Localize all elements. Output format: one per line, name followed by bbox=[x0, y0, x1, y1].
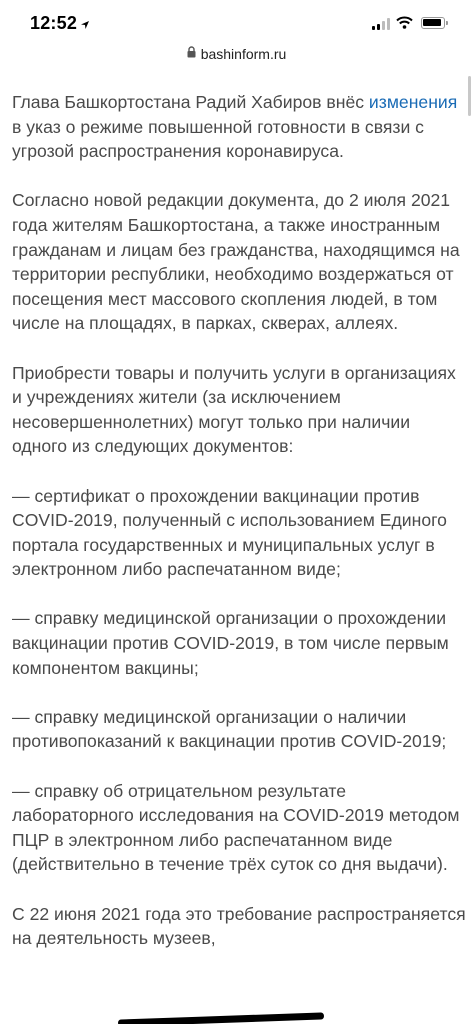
paragraph-intro: Глава Башкортостана Радий Хабиров внёс изменения в указ о режиме повышенной готовности в связи с угрозой распространения коронавируса. bbox=[12, 92, 458, 162]
changes-link[interactable]: изменения bbox=[368, 92, 458, 112]
paragraph-documents: Приобрести товары и получить услуги в организациях и учреждениях жители (за исключением несовершеннолетних) могут только при наличии одного из следующих документов: bbox=[12, 362, 456, 457]
list-item-vaccination-note: — справку медицинской организации о прохождении вакцинации против COVID-2019, в том числе первым компонентом вакцины; bbox=[12, 608, 449, 678]
list-item-pcr-test: — справку об отрицательном результате лабораторного исследования на COVID-2019 методом ПЦР в электронном либо распечатанном виде (действительно в течение трёх суток со дня выдачи). bbox=[12, 780, 460, 875]
paragraph-restrictions: Согласно новой редакции документа, до 2 июля 2021 года жителям Башкортостана, а также иностранным гражданам и лицам без гражданства, находящимся на территории республики, необходимо воздержаться от посещения мест массового скопления людей, в том числе на площадях, в парках, скверах, аллеях. bbox=[12, 190, 460, 334]
list-item-certificate: — сертификат о прохождении вакцинации против COVID-2019, полученный с использованием Единого портала государственных и муниципальных услуг в электронном либо распечатанном виде; bbox=[12, 485, 447, 580]
location-arrow-icon bbox=[80, 17, 90, 35]
address-bar[interactable] bbox=[0, 42, 473, 72]
list-item-contraindications: — справку медицинской организации о наличии противопоказаний к вакцинации против COVID-2019; bbox=[12, 706, 447, 752]
lock-icon bbox=[187, 45, 196, 63]
status-bar bbox=[0, 0, 473, 42]
paragraph-june-22: С 22 июня 2021 года это требование распространяется на деятельность музеев, bbox=[12, 903, 466, 949]
scroll-indicator[interactable] bbox=[468, 76, 471, 116]
url-text: bashinform.ru bbox=[200, 46, 287, 62]
cellular-signal-icon bbox=[372, 18, 390, 30]
status-time: 12:52 bbox=[30, 13, 78, 33]
article-body bbox=[12, 90, 467, 975]
wifi-icon bbox=[396, 16, 413, 34]
strikethrough-annotation bbox=[118, 1012, 324, 1024]
battery-icon bbox=[421, 17, 445, 29]
